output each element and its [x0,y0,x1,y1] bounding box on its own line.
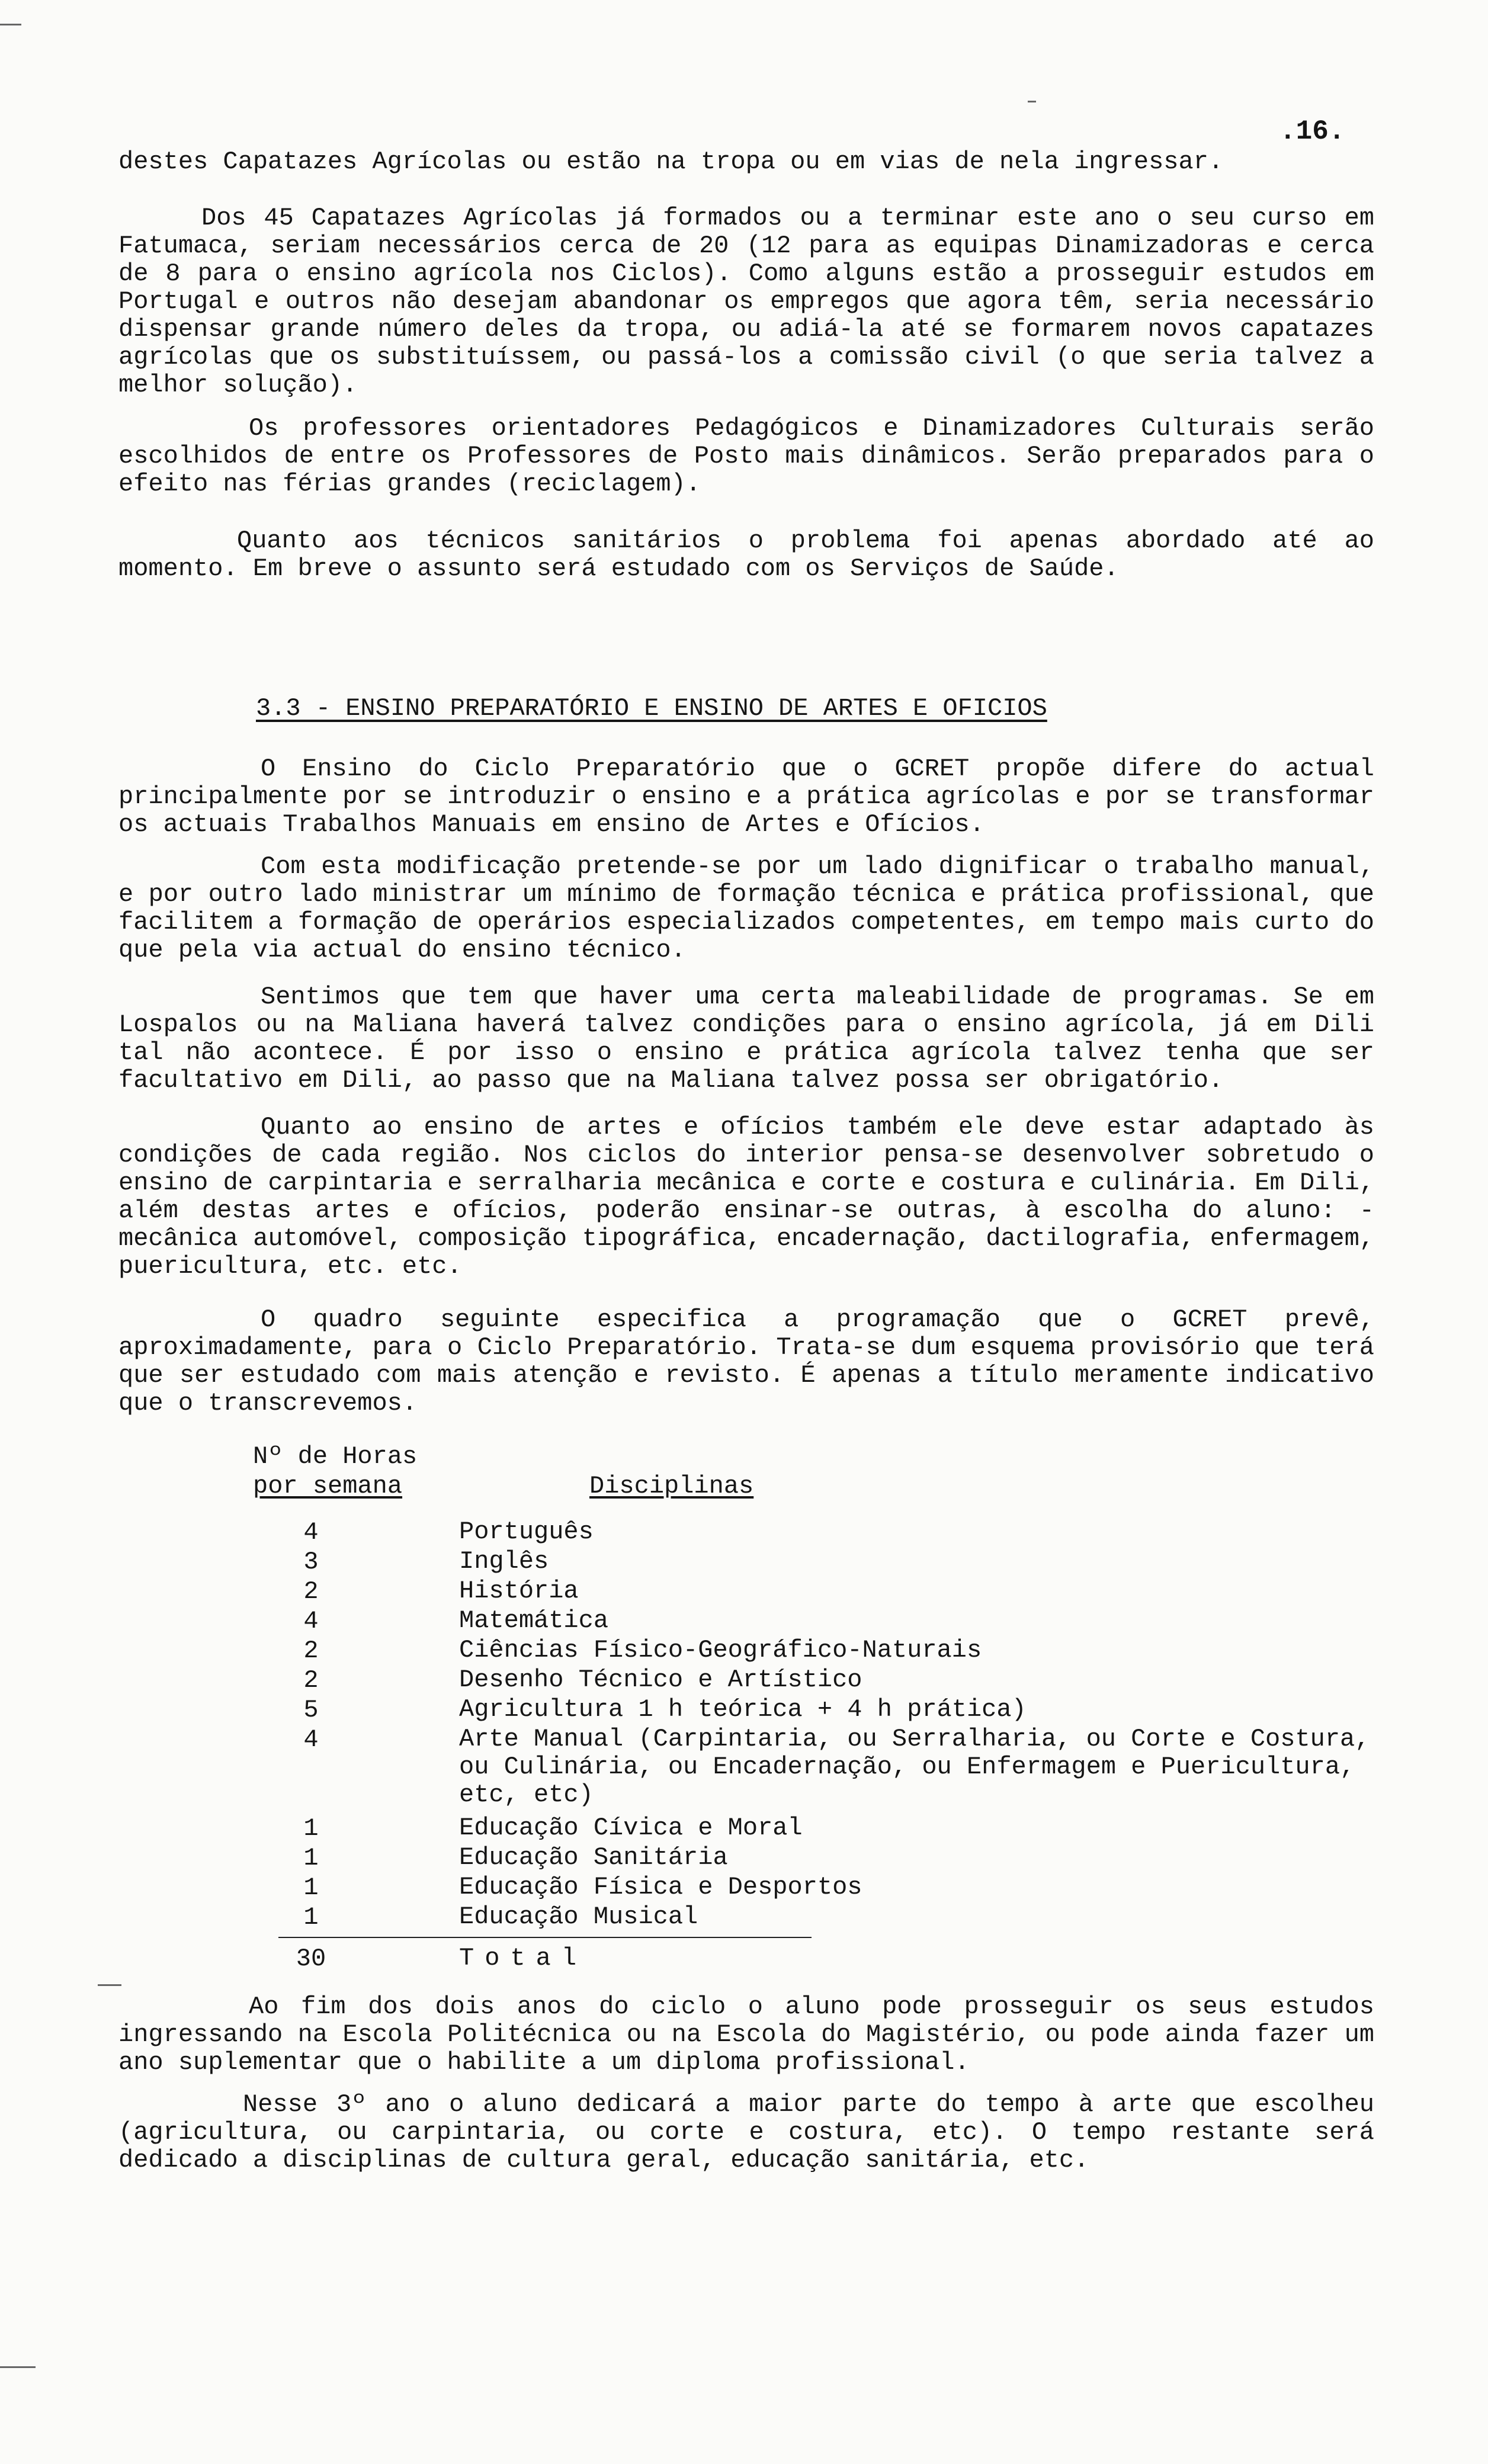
row-discipline: Educação Cívica e Moral [459,1814,803,1842]
table-header-hours: Nº de Horas [253,1442,418,1471]
table-row [0,1577,1488,1607]
paragraph-fim-ciclo: Ao fim dos dois anos do ciclo o aluno pode prosseguir os seus estudos ingressando na Escola Politécnica ou na Escola do Magistério, ou pode ainda fazer um ano suplementar que o habilite a um diploma profissional. [118,1993,1374,2077]
paragraph-tecnicos-sanitarios: Quanto aos técnicos sanitários o problema foi apenas abordado até ao momento. Em breve o assunto será estudado com os Serviços de Saúde. [118,527,1374,583]
paragraph-modificacao: Com esta modificação pretende-se por um lado dignificar o trabalho manual, e por outro lado ministrar um mínimo de formação técnica e prática profissional, que facilitem a formação de operários especializados competentes, em tempo mais curto do que pela via actual do ensino técnico. [118,852,1374,964]
paragraph-quadro: O quadro seguinte especifica a programação que o GCRET prevê, aproximadamente, para o Ciclo Preparatório. Trata-se dum esquema provisório que terá que ser estudado com mais atenção e revisto. É apenas a título meramente indicativo que o transcrevemos. [118,1305,1374,1417]
row-discipline: Agricultura 1 h teórica + 4 h prática) [459,1695,1027,1724]
paragraph-capatazes-formados: Dos 45 Capatazes Agrícolas já formados ou a terminar este ano o seu curso em Fatumaca, seriam necessários cerca de 20 (12 para as equipas Dinamizadoras e cerca de 8 para o ensino agrícola nos Ciclos). Como alguns estão a prosseguir estudos em Portugal e outros não desejam abandonar os empregos que agora têm, seria necessário dispensar grande número deles da tropa, ou adiá-la até se formarem novos capatazes agrícolas que os substituíssem, ou passá-los a comissão civil (o que seria talvez a melhor solução). [118,204,1374,399]
table-row [0,1725,1488,1814]
section-heading: 3.3 - ENSINO PREPARATÓRIO E ENSINO DE ARTES E OFICIOS [256,694,1047,723]
paragraph-maleabilidade: Sentimos que tem que haver uma certa maleabilidade de programas. Se em Lospalos ou na Maliana haverá talvez condições para o ensino agrícola, já em Dili tal não acontece. É por isso o ensino e prática agrícola talvez tenha que ser facultativo em Dili, ao passo que na Maliana talvez possa ser obrigatório. [118,983,1374,1095]
total-label: Total [459,1944,588,1972]
row-hours: 2 [303,1666,319,1695]
row-discipline: Arte Manual (Carpintaria, ou Serralharia, ou Corte e Costura, ou Culinária, ou Encadernação, ou Enfermagem e Puericultura, etc, etc) [459,1725,1370,1809]
row-hours: 1 [303,1814,319,1843]
paragraph-professores: Os professores orientadores Pedagógicos e Dinamizadores Culturais serão escolhidos de entre os Professores de Posto mais dinâmicos. Serão preparados para o efeito nas férias grandes (reciclagem). [118,414,1374,498]
paragraph-capatazes-intro: destes Capatazes Agrícolas ou estão na tropa ou em vias de nela ingressar. [118,147,1224,176]
row-hours: 4 [303,1518,319,1547]
paragraph-terceiro-ano: Nesse 3º ano o aluno dedicará a maior parte do tempo à arte que escolheu (agricultura, ou carpintaria, ou corte e costura, etc). O tempo restante será dedicado a disciplinas de cultura geral, educação sanitária, etc. [118,2090,1374,2174]
table-total-row [0,1945,1488,1974]
table-row [0,1844,1488,1873]
row-hours: 1 [303,1873,319,1902]
row-hours: 1 [303,1844,319,1872]
table-row [0,1637,1488,1666]
scan-mark-top-left [0,24,21,25]
row-discipline: Educação Musical [459,1902,698,1931]
paragraph-ciclo-preparatorio: O Ensino do Ciclo Preparatório que o GCRET propõe difere do actual principalmente por se introduzir o ensino e a prática agrícolas e por se transformar os actuais Trabalhos Manuais em ensino de Artes e Ofícios. [118,755,1374,839]
table-row [0,1518,1488,1548]
table-row [0,1607,1488,1637]
table-row [0,1548,1488,1577]
table-row [0,1873,1488,1903]
table-total-rule [278,1937,812,1938]
scan-mark-top [1028,101,1036,102]
row-hours: 1 [303,1903,319,1932]
row-discipline: Ciências Físico-Geográfico-Naturais [459,1636,982,1664]
scan-mark-left [98,1984,121,1986]
table-row [0,1666,1488,1696]
row-discipline: Desenho Técnico e Artístico [459,1666,862,1694]
total-hours: 30 [296,1945,326,1973]
row-hours: 5 [303,1696,319,1724]
table-row [0,1814,1488,1844]
row-discipline: Português [459,1517,594,1546]
row-hours: 2 [303,1637,319,1665]
row-discipline: Educação Sanitária [459,1843,728,1872]
row-discipline: História [459,1577,579,1605]
row-hours: 3 [303,1548,319,1576]
row-hours: 4 [303,1607,319,1635]
row-discipline: Matemática [459,1606,609,1635]
scan-mark-bottom-left [0,2366,36,2368]
row-discipline: Inglês [459,1547,549,1576]
row-discipline: Educação Física e Desportos [459,1873,862,1901]
table-row [0,1903,1488,1933]
page-number: .16. [1279,116,1345,147]
table-header-disciplines: Disciplinas [589,1472,754,1500]
row-hours: 2 [303,1577,319,1606]
table-row [0,1696,1488,1725]
paragraph-artes-oficios: Quanto ao ensino de artes e ofícios também ele deve estar adaptado às condições de cada região. Nos ciclos do interior pensa-se desenvolver sobretudo o ensino de carpintaria e serralharia mecânica e corte e costura e culinária. Em Dili, além destas artes e ofícios, poderão ensinar-se outras, à escolha do aluno: - mecânica automóvel, composição tipográfica, encadernação, dactilografia, enfermagem, puericultura, etc. etc. [118,1113,1374,1281]
row-hours: 4 [303,1725,319,1754]
table-header-per-week: por semana [253,1472,403,1500]
